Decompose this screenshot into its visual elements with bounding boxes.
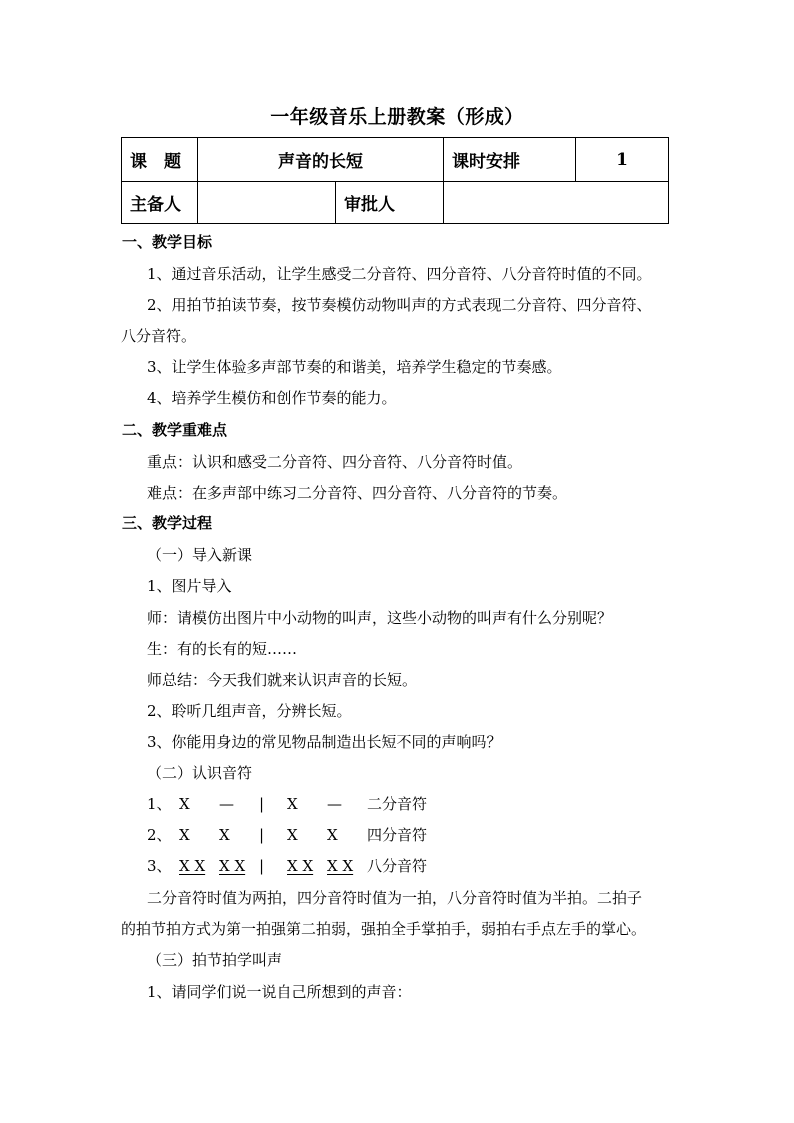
rhythm-beat: X bbox=[179, 826, 190, 844]
rhythm-number: 1、 bbox=[147, 795, 172, 813]
rhythm-beat: X bbox=[287, 795, 298, 813]
rhythm-beat: X bbox=[219, 826, 230, 844]
key-point-line: 难点：在多声部中练习二分音符、四分音符、八分音符的节奏。 bbox=[147, 484, 568, 502]
goal-line: 2、用拍节拍读节奏，按节奏模仿动物叫声的方式表现二分音符、四分音符、 bbox=[147, 296, 652, 314]
part3-heading: （三）拍节拍学叫声 bbox=[147, 951, 283, 969]
rhythm-beat: X bbox=[179, 795, 190, 813]
rhythm-beat: — bbox=[219, 795, 234, 813]
rhythm-beat: X bbox=[287, 826, 298, 844]
key-points-heading: 二、教学重难点 bbox=[122, 421, 228, 439]
topic-value: 声音的长短 bbox=[198, 138, 444, 182]
hours-label: 课时安排 bbox=[444, 138, 576, 182]
goal-line: 3、让学生体验多声部节奏的和谐美，培养学生稳定的节奏感。 bbox=[147, 358, 562, 376]
rhythm-row-1 bbox=[147, 794, 427, 814]
preparer-label: 主备人 bbox=[122, 182, 198, 224]
goal-line: 八分音符。 bbox=[121, 327, 197, 345]
rhythm-number: 3、 bbox=[147, 857, 172, 875]
rhythm-beat: X X bbox=[327, 857, 354, 875]
process-line: 2、聆听几组声音，分辨长短。 bbox=[147, 702, 352, 720]
rhythm-beat: X X bbox=[219, 857, 246, 875]
lesson-info-table bbox=[121, 137, 669, 224]
process-line: 生：有的长有的短…… bbox=[147, 640, 298, 658]
goal-line: 1、通过音乐活动，让学生感受二分音符、四分音符、八分音符时值的不同。 bbox=[147, 265, 652, 283]
process-line: 3、你能用身边的常见物品制造出长短不同的声响吗？ bbox=[147, 733, 502, 751]
process-line: 1、图片导入 bbox=[147, 577, 232, 595]
hours-value: 1 bbox=[576, 138, 669, 182]
process-line: 师：请模仿出图片中小动物的叫声，这些小动物的叫声有什么分别呢？ bbox=[147, 609, 613, 627]
preparer-value bbox=[198, 182, 336, 224]
part2-paragraph-line: 二分音符时值为两拍，四分音符时值为一拍，八分音符时值为半拍。二拍子 bbox=[147, 889, 643, 907]
bar-line: | bbox=[259, 795, 265, 813]
goals-heading: 一、教学目标 bbox=[122, 233, 213, 251]
process-heading: 三、教学过程 bbox=[122, 514, 213, 532]
rhythm-beat: X bbox=[327, 826, 338, 844]
part2-paragraph-line: 的拍节拍方式为第一拍强第二拍弱，强拍全手掌拍手，弱拍右手点左手的掌心。 bbox=[121, 920, 647, 938]
rhythm-number: 2、 bbox=[147, 826, 172, 844]
bar-line: | bbox=[259, 857, 265, 875]
bar-line: | bbox=[259, 826, 265, 844]
note-name: 四分音符 bbox=[367, 826, 428, 844]
rhythm-row-3 bbox=[147, 856, 427, 876]
note-name: 八分音符 bbox=[367, 857, 428, 875]
document-title: 一年级音乐上册教案（形成） bbox=[270, 106, 524, 128]
note-name: 二分音符 bbox=[367, 795, 428, 813]
goal-line: 4、培养学生模仿和创作节奏的能力。 bbox=[147, 389, 397, 407]
process-line: 师总结：今天我们就来认识声音的长短。 bbox=[147, 671, 418, 689]
approver-value bbox=[444, 182, 669, 224]
rhythm-row-2 bbox=[147, 825, 427, 845]
rhythm-beat: X X bbox=[287, 857, 314, 875]
key-point-line: 重点：认识和感受二分音符、四分音符、八分音符时值。 bbox=[147, 453, 523, 471]
approver-label: 审批人 bbox=[336, 182, 444, 224]
rhythm-beat: — bbox=[327, 795, 342, 813]
part1-heading: （一）导入新课 bbox=[147, 546, 253, 564]
process-line: 1、请同学们说一说自己所想到的声音： bbox=[147, 983, 412, 1001]
rhythm-beat: X X bbox=[179, 857, 206, 875]
part2-heading: （二）认识音符 bbox=[147, 764, 253, 782]
topic-label: 课 题 bbox=[122, 138, 198, 182]
